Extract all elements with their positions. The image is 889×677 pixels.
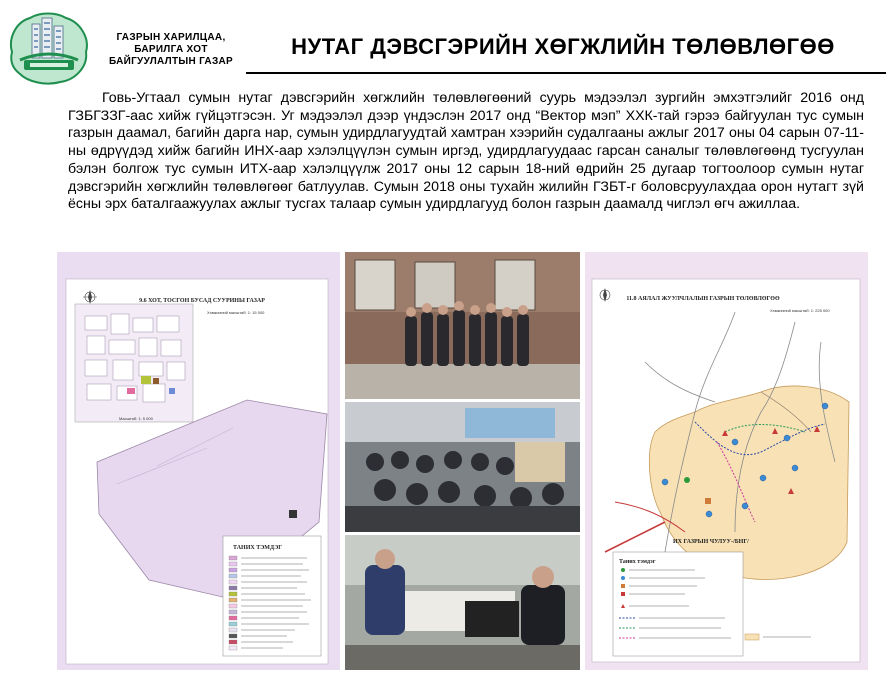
body-paragraph: Говь-Угтаал сумын нутаг дэвсгэрийн хөгжлийн төлөвлөгөөний суурь мэдээлэл зургийн эмхэтгэлийг 2016 онд ГЗБГЗЗГ-аас хийж гүйцэтгэсэн. Уг мэдээлэл дээр үндэслэн 2017 онд “Вектор мэп” ХХК-тай гэрээ байгуулан тус сумын газрын даамал, багийн дарга нар, сумын удирдлагуудтай хамтран хээрийн судалгааны ажлыг 2017 оны 04 сарын 07-11-ны өдрүүдэд хийж багийн ИНХ-аар хэлэлцүүлэн сумын иргэд, удирдлагуудаас гарсан саналыг төлөвлөгөөнд тусгуулан бэлэн болгож тус сумын ИТХ-аар хэлэлцүүлж 2017 оны 12 сарын 18-ний өдрийн 25 дугаар тогтоолоор сумын нутаг дэвсгэрийн хөгжлийн төлөвлөгөөг батлуулав. Сумын 2018 оны тухайн жилийн ГЗБТ-г боловсруулахдаа орон нутагт зүй ёсны эрх баталгаажуулах ажлыг тусгах талаар сумын удирдлагууд болон газрын даамалд чиглэл өгч ажиллаа. xyxy=(68,90,864,213)
org-line-3: БАЙГУУЛАЛТЫН ГАЗАР xyxy=(108,56,234,67)
ministry-logo xyxy=(6,8,92,86)
left-legend-title: ТАНИХ ТЭМДЭГ xyxy=(233,545,283,551)
working-photo xyxy=(345,535,580,670)
tourism-map-panel xyxy=(585,252,868,670)
group-photo xyxy=(345,252,580,399)
org-line-2: БАРИЛГА ХОТ xyxy=(134,44,208,55)
right-map-title: 11.8 АЯЛАЛ ЖУУЛЧЛАЛЫН ГАЗРЫН ТӨЛӨВЛӨГӨӨ xyxy=(626,296,780,302)
organization-name xyxy=(96,32,246,68)
page-title: НУТАГ ДЭВСГЭРИЙН ХӨГЖЛИЙН ТӨЛӨВЛӨГӨӨ xyxy=(291,34,835,59)
settlement-map-panel xyxy=(57,252,340,670)
meeting-photo xyxy=(345,402,580,532)
left-map-title: 9.6 ХОТ, ТОСГОН БУСАД СУУРИНЫ ГАЗАР xyxy=(139,298,265,304)
title-underline xyxy=(246,72,886,74)
right-legend-title: Таних тэмдэг xyxy=(619,559,656,565)
left-inset-scale: Масштаб: 1: 5 000 xyxy=(119,416,153,421)
org-line-1: ГАЗРЫН ХАРИЛЦАА, xyxy=(116,32,226,43)
right-zone-label: ИХ ГАЗРЫН ЧУЛУУ-/БНГ/ xyxy=(673,539,749,545)
left-map-scale: Хэмжээний масштаб: 1: 15 000 xyxy=(207,310,265,315)
right-map-scale: Хэмжээний масштаб: 1: 225 000 xyxy=(770,308,830,313)
